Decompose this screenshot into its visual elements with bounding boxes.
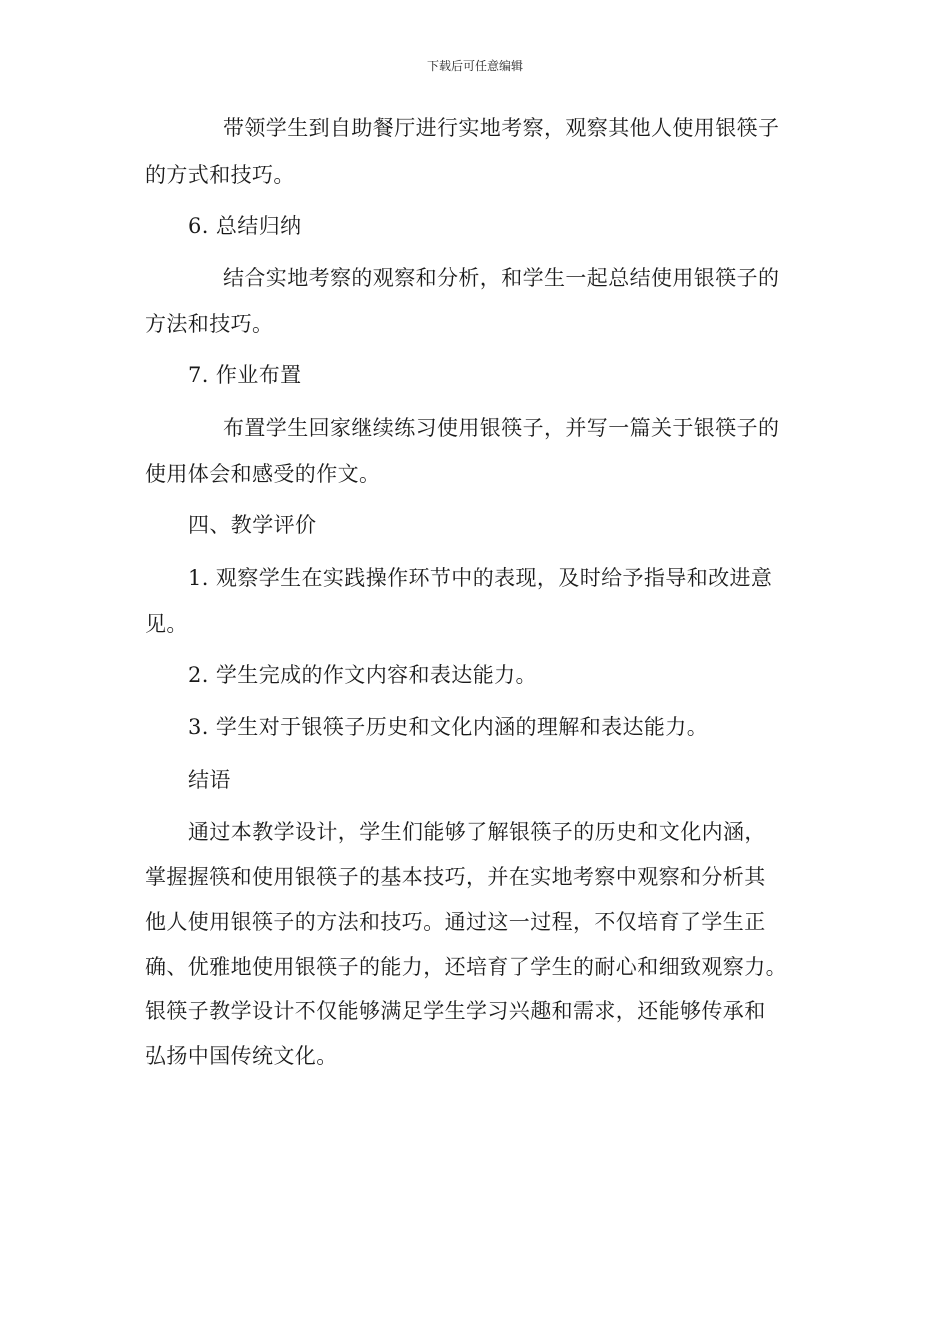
paragraph-line: 方法和技巧。 — [145, 312, 274, 336]
list-item: 1. 观察学生在实践操作环节中的表现，及时给予指导和改进意 — [188, 566, 773, 590]
paragraph-line: 见。 — [145, 612, 188, 636]
paragraph-line: 弘扬中国传统文化。 — [145, 1044, 338, 1068]
list-item: 2. 学生完成的作文内容和表达能力。 — [188, 663, 537, 687]
paragraph-line: 银筷子教学设计不仅能够满足学生学习兴趣和需求，还能够传承和 — [145, 999, 766, 1023]
section-heading: 四、教学评价 — [188, 513, 317, 537]
paragraph-line: 确、优雅地使用银筷子的能力，还培育了学生的耐心和细致观察力。 — [145, 955, 787, 979]
section-heading: 结语 — [188, 768, 231, 792]
page-header: 下载后可任意编辑 — [426, 59, 523, 73]
section-heading: 6. 总结归纳 — [188, 214, 302, 238]
paragraph-line: 使用体会和感受的作文。 — [145, 462, 381, 486]
paragraph-line: 带领学生到自助餐厅进行实地考察，观察其他人使用银筷子 — [223, 116, 780, 140]
section-heading: 7. 作业布置 — [188, 363, 302, 387]
paragraph-line: 通过本教学设计，学生们能够了解银筷子的历史和文化内涵， — [188, 820, 766, 844]
paragraph-line: 掌握握筷和使用银筷子的基本技巧，并在实地考察中观察和分析其 — [145, 865, 766, 889]
paragraph-line: 结合实地考察的观察和分析，和学生一起总结使用银筷子的 — [223, 266, 780, 290]
paragraph-line: 的方式和技巧。 — [145, 163, 295, 187]
list-item: 3. 学生对于银筷子历史和文化内涵的理解和表达能力。 — [188, 715, 709, 739]
paragraph-line: 他人使用银筷子的方法和技巧。通过这一过程，不仅培育了学生正 — [145, 910, 766, 934]
paragraph-line: 布置学生回家继续练习使用银筷子，并写一篇关于银筷子的 — [223, 416, 780, 440]
